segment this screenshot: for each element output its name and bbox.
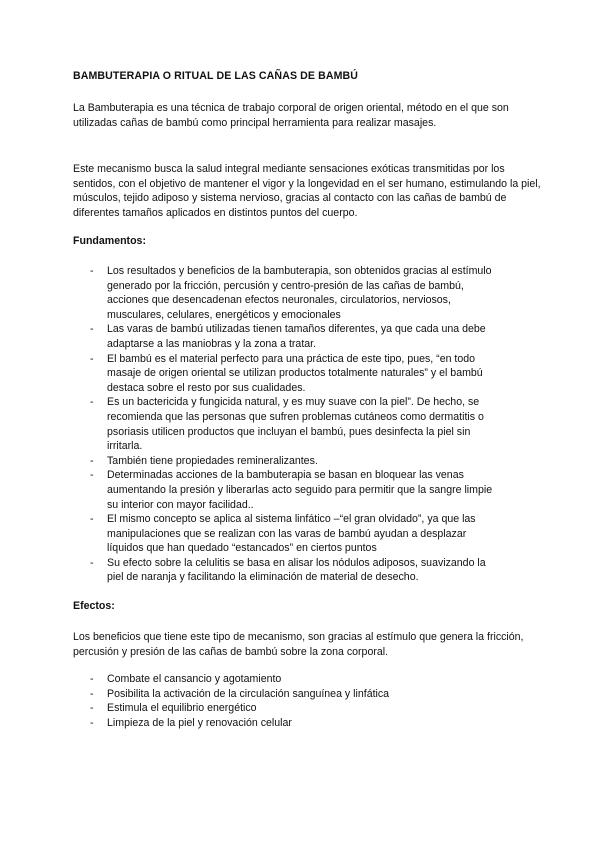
document-title: BAMBUTERAPIA O RITUAL DE LAS CAÑAS DE BAMBÚ xyxy=(73,70,359,82)
list-item-text: Posibilita la activación de la circulación sanguínea y linfática xyxy=(107,687,390,700)
list-item-text: Combate el cansancio y agotamiento xyxy=(107,673,282,685)
list-item-text: Los resultados y beneficios de la bambuterapia, son obtenidos gracias al estímulo generado por la fricción, percusión y centro-presión de las cañas de bambú, acciones que desencadenan efectos neuronales, circulatorios, nerviosos, musculares, celulares, energéticos y emocionales xyxy=(107,265,492,321)
bullet-dash: - xyxy=(90,513,94,526)
list-item xyxy=(0,701,503,716)
efectos-list xyxy=(0,672,600,730)
list-item xyxy=(0,395,503,453)
list-item-text: El bambú es el material perfecto para una práctica de este tipo, pues, “en todo masaje de origen oriental se utilizan productos totalmente naturales” y el bambú destaca sobre el resto por sus cualidades. xyxy=(107,352,483,394)
list-item xyxy=(0,322,503,351)
fundamentos-heading: Fundamentos: xyxy=(73,235,146,247)
list-item xyxy=(0,512,503,556)
list-item-text: Limpieza de la piel y renovación celular xyxy=(107,716,292,729)
intro-paragraph-1: La Bambuterapia es una técnica de trabajo corporal de origen oriental, método en el que son utilizadas cañas de bambú como principal herramienta para realizar masajes. xyxy=(73,102,509,129)
efectos-heading: Efectos: xyxy=(73,600,115,612)
bullet-dash: - xyxy=(90,454,94,467)
list-item xyxy=(0,352,503,396)
list-item-text: Las varas de bambú utilizadas tienen tamaños diferentes, ya que cada una debe adaptarse a las maniobras y la zona a tratar. xyxy=(107,323,486,350)
bullet-dash: - xyxy=(90,323,94,336)
bullet-dash: - xyxy=(90,352,94,365)
fundamentos-list xyxy=(0,264,600,585)
bullet-dash: - xyxy=(90,396,94,409)
list-item xyxy=(0,454,503,469)
intro-paragraph-2: Este mecanismo busca la salud integral mediante sensaciones exóticas transmitidas por los sentidos, con el objetivo de mantener el vigor y la longevidad en el ser humano, estimulando la piel, músculos, tejido adiposo y sistema nervioso, gracias al contacto con las cañas de bambú de diferentes tamaños aplicados en distintos puntos del cuerpo. xyxy=(73,163,541,219)
list-item xyxy=(0,468,503,512)
bullet-dash: - xyxy=(90,702,94,715)
bullet-dash: - xyxy=(90,265,94,277)
list-item xyxy=(0,687,503,702)
bullet-dash: - xyxy=(90,716,94,729)
bullet-dash: - xyxy=(90,556,94,569)
list-item-text: También tiene propiedades remineralizantes. xyxy=(107,454,318,467)
list-item-text: Estimula el equilibrio energético xyxy=(107,702,257,715)
list-item-text: Su efecto sobre la celulitis se basa en alisar los nódulos adiposos, suavizando la piel de naranja y facilitando la eliminación de material de desecho. xyxy=(107,556,486,584)
bullet-dash: - xyxy=(90,673,94,685)
list-item xyxy=(0,556,503,585)
list-item-text: El mismo concepto se aplica al sistema linfático –“el gran olvidado”, ya que las manipulaciones que se realizan con las varas de bambú ayudan a desplazar líquidos que han quedado “estancados” en ciertos puntos xyxy=(107,513,476,555)
list-item xyxy=(0,672,503,687)
efectos-paragraph: Los beneficios que tiene este tipo de mecanismo, son gracias al estímulo que genera la fricción, percusión y presión de las cañas de bambú sobre la zona corporal. xyxy=(73,631,524,658)
list-item-text: Es un bactericida y fungicida natural, y es muy suave con la piel”. De hecho, se recomienda que las personas que sufren problemas cutáneos como dermatitis o psoriasis utilicen productos que incluyan el bambú, pues desinfecta la piel sin irritarla. xyxy=(107,396,484,453)
bullet-dash: - xyxy=(90,469,94,482)
list-item xyxy=(0,264,503,322)
bullet-dash: - xyxy=(90,687,94,700)
list-item-text: Determinadas acciones de la bambuterapia se basan en bloquear las venas aumentando la presión y liberarlas acto seguido para permitir que la sangre limpie su interior con mayor facilidad.. xyxy=(107,469,493,511)
list-item xyxy=(0,716,503,731)
